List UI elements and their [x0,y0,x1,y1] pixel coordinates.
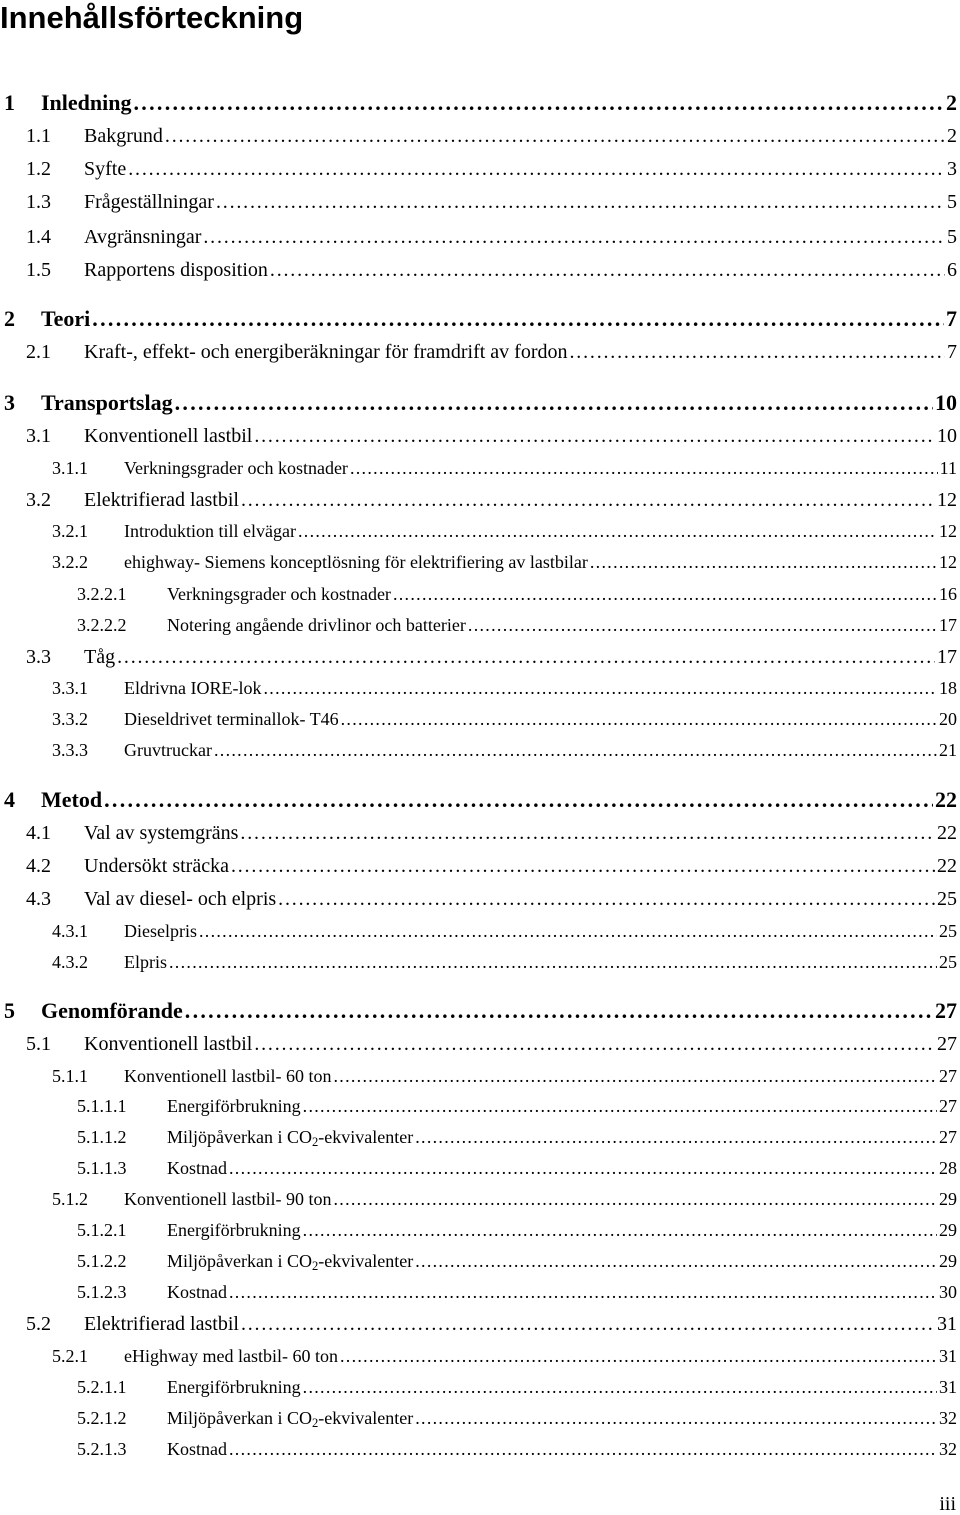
toc-entry-label: Rapportens disposition [84,259,268,281]
dot-leader [393,584,937,605]
toc-entry-label: Konventionell lastbil [84,1033,253,1055]
toc-entry-page: 32 [939,1408,957,1428]
toc-entry-label: Eldrivna IORE-lok [124,678,262,698]
dot-leader [341,709,937,730]
toc-entry[interactable] [52,678,957,699]
dot-leader [104,787,933,813]
toc-entry-page: 22 [937,855,957,877]
toc-entry-page: 25 [939,952,957,972]
toc-entry-number: 2 [4,306,15,331]
dot-leader [241,1313,935,1336]
toc-entry-number: 5.1.1.2 [77,1127,127,1147]
toc-entry-page: 27 [939,1096,957,1116]
dot-leader [333,1066,937,1087]
toc-entry-page: 10 [935,390,957,415]
toc-entry-number: 1 [4,90,15,115]
dot-leader [165,125,945,148]
toc-entry[interactable] [52,1346,957,1367]
toc-entry-page: 28 [939,1158,957,1178]
toc-entry-label: Introduktion till elvägar [124,521,296,541]
toc-entry-page: 21 [939,740,957,760]
toc-entry-number: 1.4 [26,226,51,248]
dot-leader [203,226,945,249]
toc-entry[interactable] [77,615,957,636]
dot-leader [117,646,935,669]
toc-entry-label: Energiförbrukning [167,1096,301,1116]
toc-entry-label: Inledning [41,90,132,115]
toc-entry-label: Dieselpris [124,921,197,941]
dot-leader [216,191,945,214]
toc-entry[interactable] [4,787,957,813]
subscript: 2 [311,1135,319,1150]
toc-entry[interactable] [26,855,957,878]
toc-entry-number: 3.2.2.2 [77,615,127,635]
toc-entry-label: Kostnad [167,1158,227,1178]
toc-entry-number: 3 [4,390,15,415]
toc-entry-label: Syfte [84,158,127,180]
toc-entry[interactable] [4,390,957,416]
dot-leader [254,425,935,448]
toc-entry[interactable] [26,1313,957,1336]
toc-entry-page: 32 [939,1439,957,1459]
toc-entry-page: 7 [946,306,957,331]
dot-leader [303,1096,937,1117]
toc-entry-page: 7 [947,341,957,363]
page-title: Innehållsförteckning [0,0,304,35]
toc-entry-page: 29 [939,1189,957,1209]
toc-entry-page: 2 [946,90,957,115]
toc-entry-page: 29 [939,1251,957,1271]
dot-leader [303,1377,937,1398]
dot-leader [229,1439,937,1460]
toc-entry-page: 6 [947,259,957,281]
toc-entry[interactable] [26,191,957,214]
toc-entry-label: Miljöpåverkan i $CO_2$-ekvivalenter [167,1127,414,1150]
toc-entry-label: Notering angående drivlinor och batterier [167,615,466,635]
toc-entry[interactable] [4,998,957,1024]
toc-entry-number: 2.1 [26,341,51,363]
subscript: 2 [311,1259,319,1274]
dot-leader [185,998,933,1024]
toc-entry-number: 5.1.2.3 [77,1282,127,1302]
toc-entry-page: 22 [935,787,957,812]
toc-entry-number: 5.2 [26,1313,51,1335]
toc-entry[interactable] [26,158,957,181]
toc-entry[interactable] [52,921,957,942]
toc-entry-page: 5 [947,191,957,213]
toc-entry-page: 25 [939,921,957,941]
toc-entry[interactable] [52,552,957,573]
toc-entry[interactable] [26,425,957,448]
dot-leader [175,390,933,416]
toc-entry-label: Elektrifierad lastbil [84,1313,239,1335]
toc-entry[interactable] [77,1251,957,1272]
toc-entry-page: 17 [939,615,957,635]
toc-entry[interactable] [4,90,957,116]
toc-entry-page: 25 [937,888,957,910]
toc-entry-number: 3.3 [26,646,51,668]
toc-entry[interactable] [26,888,957,911]
toc-entry-label: Elektrifierad lastbil [84,489,239,511]
dot-leader [298,521,937,542]
toc-entry-page: 3 [947,158,957,180]
toc-entry-page: 10 [937,425,957,447]
toc-entry-number: 4.1 [26,822,51,844]
toc-entry-number: 5.1.2.1 [77,1220,127,1240]
toc-entry-label: Kraft-, effekt- och energiberäkningar för framdrift av fordon [84,341,568,363]
toc-entry-number: 5.1.1 [52,1066,88,1086]
toc-entry-page: 18 [939,678,957,698]
toc-entry-page: 31 [939,1377,957,1397]
toc-entry-page: 27 [939,1066,957,1086]
toc-entry-label: Kostnad [167,1439,227,1459]
toc-entry[interactable] [52,458,957,479]
toc-entry-label: Gruvtruckar [124,740,212,760]
toc-entry[interactable] [77,584,957,605]
dot-leader [263,678,937,699]
dot-leader [468,615,937,636]
toc-entry-page: 27 [939,1127,957,1147]
dot-leader [229,1158,937,1179]
toc-entry[interactable] [26,822,957,845]
toc-entry-number: 3.3.3 [52,740,88,760]
toc-entry-label: eHighway med lastbil- 60 ton [124,1346,338,1366]
subscript: 2 [311,1416,319,1431]
toc-entry[interactable] [77,1096,957,1117]
toc-entry-number: 3.2.1 [52,521,88,541]
toc-entry[interactable] [4,306,957,332]
toc-entry[interactable] [26,226,957,249]
toc-entry[interactable] [77,1127,957,1148]
toc-entry[interactable] [77,1158,957,1179]
dot-leader [570,341,946,364]
toc-entry-label: Avgränsningar [84,226,202,248]
toc-entry-number: 5.2.1 [52,1346,88,1366]
toc-entry-number: 4.3.2 [52,952,88,972]
toc-entry-number: 5 [4,998,15,1023]
dot-leader [303,1220,937,1241]
toc-entry[interactable] [52,1189,957,1210]
toc-entry-number: 1.5 [26,259,51,281]
dot-leader [270,259,945,282]
dot-leader [415,1251,937,1272]
toc-entry-number: 3.3.1 [52,678,88,698]
toc-entry-label: Val av diesel- och elpris [84,888,277,910]
toc-entry-label: Transportslag [41,390,173,415]
toc-entry-number: 5.1.2.2 [77,1251,127,1271]
toc-entry[interactable] [77,1439,957,1460]
toc-entry-page: 27 [937,1033,957,1055]
toc-entry-page: 12 [937,489,957,511]
toc-entry-label: Bakgrund [84,125,163,147]
toc-entry-page: 12 [939,552,957,572]
toc-entry-label: Konventionell lastbil- 90 ton [124,1189,332,1209]
toc-entry-page: 5 [947,226,957,248]
toc-entry-label: Teori [41,306,91,331]
toc-entry-label: Val av systemgräns [84,822,239,844]
toc-entry-page: 20 [939,709,957,729]
toc-entry-label: Dieseldrivet terminallok- T46 [124,709,339,729]
toc-entry[interactable] [52,709,957,730]
toc-entry-label: Verkningsgrader och kostnader [124,458,348,478]
toc-entry-page: 31 [939,1346,957,1366]
toc-entry-number: 4.2 [26,855,51,877]
toc-entry[interactable] [26,259,957,282]
toc-entry-number: 5.2.1.1 [77,1377,127,1397]
toc-entry-label: Tåg [84,646,116,668]
toc-entry-page: 27 [935,998,957,1023]
page-number: iii [939,1493,956,1515]
toc-entry[interactable] [26,125,957,148]
toc-entry[interactable] [26,489,957,512]
toc-entry-page: 2 [947,125,957,147]
toc-entry-page: 16 [939,584,957,604]
toc-entry-label: Verkningsgrader och kostnader [167,584,391,604]
toc-entry-number: 5.2.1.2 [77,1408,127,1428]
toc-entry-label: Energiförbrukning [167,1220,301,1240]
toc-entry[interactable] [52,740,957,761]
toc-entry-number: 1.2 [26,158,51,180]
toc-entry-label: Undersökt sträcka [84,855,229,877]
toc-entry-page: 31 [937,1313,957,1335]
toc-entry-number: 5.1.2 [52,1189,88,1209]
toc-entry[interactable] [77,1220,957,1241]
toc-entry-number: 3.1.1 [52,458,88,478]
toc-entry-label: Genomförande [41,998,183,1023]
toc-entry-page: 30 [939,1282,957,1302]
dot-leader [350,458,938,479]
toc-entry-number: 5.1.1.3 [77,1158,127,1178]
toc-entry-label: Frågeställningar [84,191,214,213]
toc-entry[interactable] [26,341,957,364]
dot-leader [278,888,935,911]
dot-leader [199,921,937,942]
toc-entry-number: 3.3.2 [52,709,88,729]
toc-entry[interactable] [77,1282,957,1303]
dot-leader [128,158,945,181]
toc-entry[interactable] [52,1066,957,1087]
dot-leader [241,489,935,512]
toc-entry[interactable] [52,952,957,973]
toc-entry-label: Metod [41,787,103,812]
toc-entry-number: 3.2.2 [52,552,88,572]
dot-leader [340,1346,937,1367]
toc-entry-page: 22 [937,822,957,844]
toc-entry-number: 4.3.1 [52,921,88,941]
toc-entry[interactable] [77,1408,957,1429]
toc-entry-page: 12 [939,521,957,541]
toc-entry-label: Elpris [124,952,167,972]
toc-entry-number: 5.1.1.1 [77,1096,127,1116]
toc-entry-number: 3.2.2.1 [77,584,127,604]
dot-leader [231,855,935,878]
toc-entry-label: Energiförbrukning [167,1377,301,1397]
dot-leader [214,740,937,761]
dot-leader [92,306,944,332]
toc-entry[interactable] [26,646,957,669]
toc-entry-label: Konventionell lastbil [84,425,253,447]
toc-entry[interactable] [52,521,957,542]
dot-leader [240,822,935,845]
toc-entry-page: 11 [939,458,957,478]
toc-entry[interactable] [26,1033,957,1056]
toc-entry-page: 29 [939,1220,957,1240]
dot-leader [254,1033,935,1056]
dot-leader [415,1408,937,1429]
toc-entry-label: Miljöpåverkan i $CO_2$-ekvivalenter [167,1408,414,1431]
toc-entry-number: 4.3 [26,888,51,910]
toc-entry-label: Miljöpåverkan i $CO_2$-ekvivalenter [167,1251,414,1274]
dot-leader [134,90,945,116]
dot-leader [333,1189,937,1210]
dot-leader [169,952,937,973]
toc-entry-number: 3.2 [26,489,51,511]
toc-entry-label: Konventionell lastbil- 60 ton [124,1066,332,1086]
toc-entry-label: ehighway- Siemens konceptlösning för elektrifiering av lastbilar [124,552,588,572]
toc-entry-number: 4 [4,787,15,812]
dot-leader [229,1282,937,1303]
toc-entry-number: 1.3 [26,191,51,213]
toc-entry-label: Kostnad [167,1282,227,1302]
toc-entry-number: 5.1 [26,1033,51,1055]
toc-entry-page: 17 [937,646,957,668]
toc-entry[interactable] [77,1377,957,1398]
dot-leader [415,1127,937,1148]
dot-leader [590,552,937,573]
toc-entry-number: 3.1 [26,425,51,447]
toc-entry-number: 1.1 [26,125,51,147]
toc-entry-number: 5.2.1.3 [77,1439,127,1459]
